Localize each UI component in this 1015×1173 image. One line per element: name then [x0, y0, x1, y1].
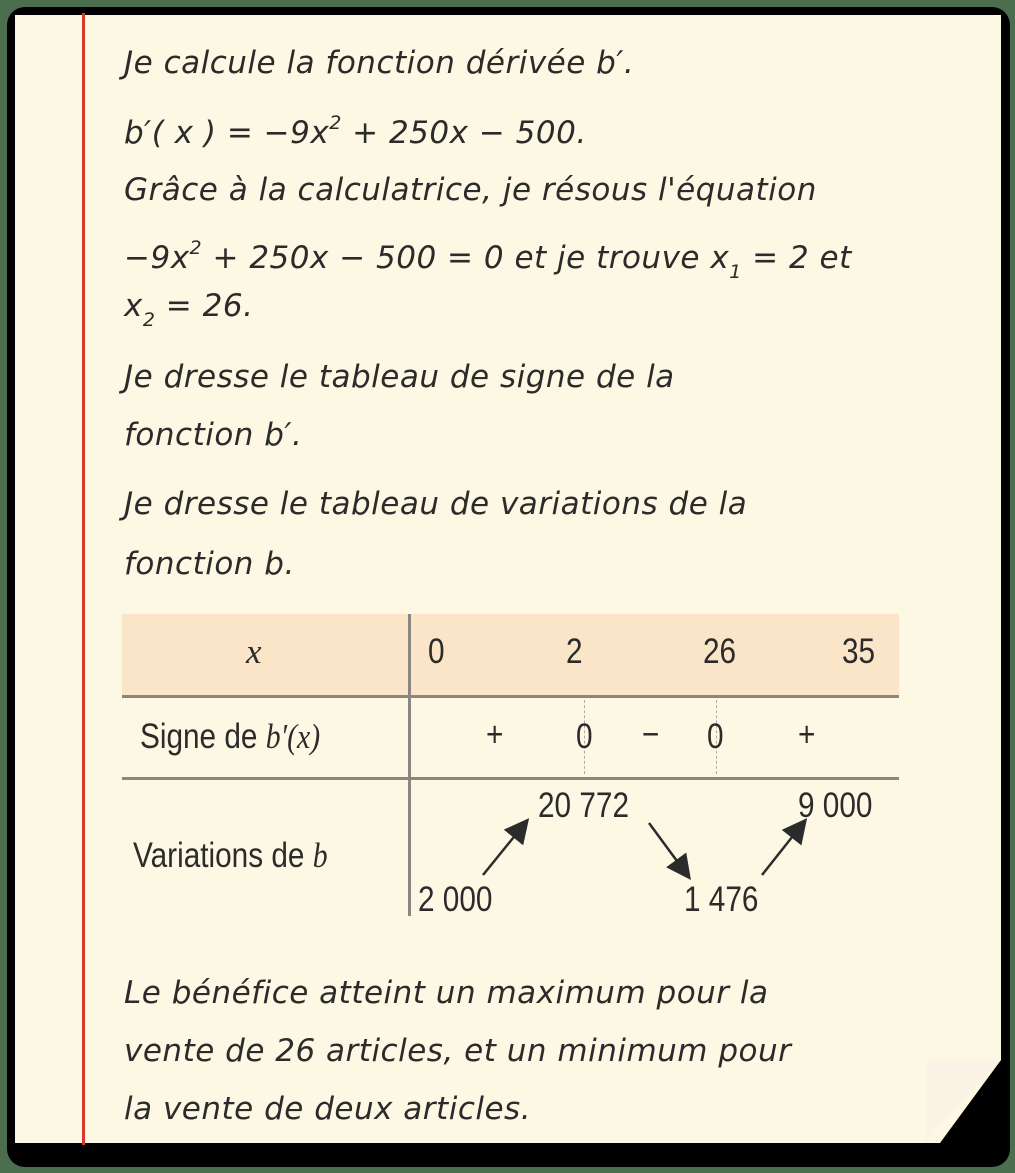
subscript: 2	[142, 309, 156, 331]
red-margin-line	[82, 13, 85, 1145]
label-text: Variations de	[133, 836, 313, 875]
formula-part: = 2 et	[741, 240, 852, 276]
text-line: Grâce à la calculatrice, je résous l'équation	[124, 172, 817, 208]
exponent: 2	[329, 112, 342, 134]
derivative-formula	[124, 93, 587, 163]
conclusion-line: la vente de deux articles.	[124, 1091, 532, 1127]
variation-table	[122, 614, 899, 918]
text-line: Je dresse le tableau de signe de la	[124, 359, 675, 395]
variation-arrows	[122, 614, 899, 918]
arrow-up-icon	[762, 822, 804, 875]
value-at-26: 1 476	[684, 880, 759, 919]
arrow-up-icon	[483, 822, 526, 875]
header-label: x	[246, 632, 262, 671]
conclusion-line: vente de 26 articles, et un minimum pour	[124, 1033, 792, 1069]
x-value: 0	[428, 632, 445, 671]
text-line: fonction b.	[124, 546, 295, 582]
x-value: 2	[566, 632, 583, 671]
value-at-35: 9 000	[798, 786, 873, 825]
formula-part: + 250x − 500.	[341, 115, 587, 151]
x-value: 35	[842, 632, 876, 671]
sign-plus: +	[798, 715, 816, 754]
conclusion-line: Le bénéfice atteint un maximum pour la	[124, 975, 769, 1011]
label-math: b	[312, 836, 328, 875]
formula-part: −9x	[124, 240, 190, 276]
text-line: Je calcule la fonction dérivée b′.	[124, 45, 635, 81]
solution-line	[124, 276, 253, 350]
value-at-0: 2 000	[418, 880, 493, 919]
sign-minus: −	[642, 715, 660, 754]
value-at-2: 20 772	[538, 786, 630, 825]
text-line: fonction b′.	[124, 417, 303, 453]
formula-part: = 26.	[155, 288, 254, 324]
formula-part: b′( x ) = −9x	[124, 115, 330, 151]
sign-plus: +	[486, 715, 504, 754]
subscript: 1	[729, 261, 742, 283]
x-value: 26	[703, 632, 737, 671]
formula-part: + 250x − 500 = 0 et je trouve x	[202, 240, 730, 276]
label-text: Signe de	[140, 717, 266, 756]
arrow-down-icon	[649, 823, 688, 876]
sign-zero: 0	[707, 717, 724, 756]
text-line: Je dresse le tableau de variations de la	[124, 486, 748, 522]
label-math: b′(x)	[265, 717, 321, 756]
exponent: 2	[189, 237, 203, 259]
formula-part: x	[124, 288, 143, 324]
sign-zero: 0	[576, 717, 593, 756]
